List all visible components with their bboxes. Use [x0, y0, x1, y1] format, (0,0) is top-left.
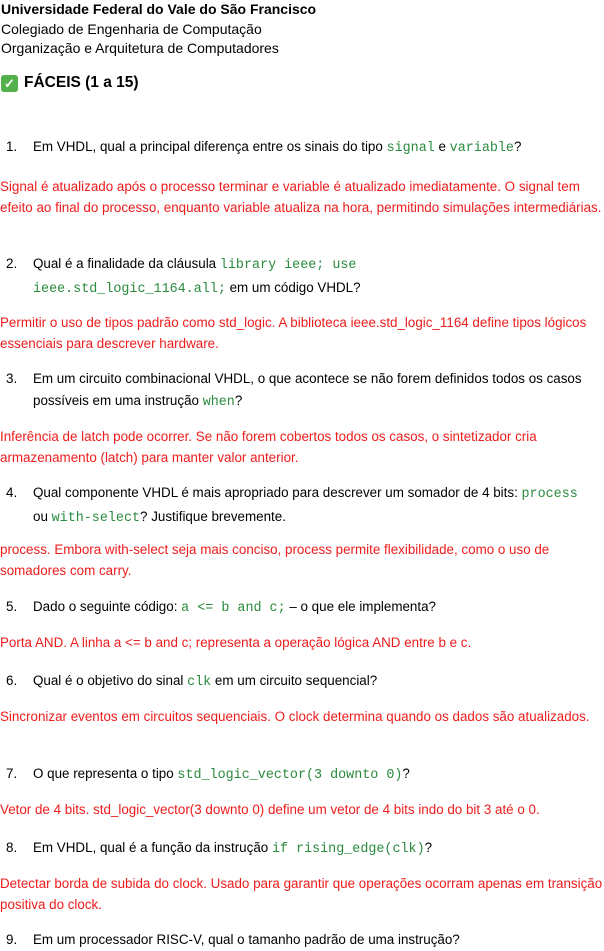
question-text: Em VHDL, qual a principal diferença entre os sinais do tipo: [33, 139, 387, 154]
answer-7: Vetor de 4 bits. std_logic_vector(3 downto 0) define um vetor de 4 bits indo do bit 3 até o 0.: [0, 802, 540, 817]
answer-1: Signal é atualizado após o processo terminar e variable é atualizado imediatamente. O signal tem efeito ao final do processo, enquanto variable atualiza na hora, permitindo simulações intermediárias.: [0, 179, 602, 215]
question-text: Em um circuito combinacional VHDL, o que acontece se não forem definidos todos os casos possíveis em uma instrução: [33, 371, 582, 408]
question-7: [0, 763, 600, 787]
question-text: em um circuito sequencial?: [211, 673, 378, 688]
question-text: ?: [513, 139, 522, 154]
section-title: FÁCEIS (1 a 15): [24, 74, 139, 91]
question-1: [0, 136, 600, 160]
question-text: Qual é o objetivo do sinal: [33, 673, 188, 688]
check-mark-icon: ✓: [1, 75, 18, 92]
question-number: 7.: [6, 766, 18, 781]
question-text: ?: [234, 393, 243, 408]
document-header: [1, 0, 316, 59]
question-number: 1.: [6, 139, 18, 154]
question-number: 6.: [6, 673, 18, 688]
code-snippet: library ieee; use ieee.std_logic_1164.all;: [33, 258, 357, 297]
question-text: ?: [424, 840, 433, 855]
code-snippet: when: [202, 395, 235, 410]
question-number: 4.: [6, 485, 18, 500]
question-text: ?: [402, 766, 410, 781]
question-text: Em VHDL, qual é a função da instrução: [33, 840, 272, 855]
question-3: [0, 368, 600, 414]
question-5: [0, 596, 600, 620]
question-text: ? Justifique brevemente.: [140, 509, 286, 524]
question-4: [0, 482, 600, 530]
question-number: 2.: [6, 256, 18, 271]
code-snippet: std_logic_vector(3 downto 0): [177, 768, 403, 783]
question-2: [0, 253, 600, 301]
section-heading: [1, 74, 139, 92]
answer-5: Porta AND. A linha a <= b and c; representa a operação lógica AND entre b e c.: [0, 635, 472, 650]
answer-6: Sincronizar eventos em circuitos sequenciais. O clock determina quando os dados são atualizados.: [0, 709, 590, 724]
question-8: [0, 837, 600, 861]
answer-8: Detectar borda de subida do clock. Usado para garantir que operações ocorram apenas em transição positiva do clock.: [0, 876, 603, 912]
question-number: 8.: [6, 840, 18, 855]
code-snippet: if rising_edge(clk): [271, 842, 425, 857]
question-text: Dado o seguinte código:: [33, 599, 182, 614]
question-text: Qual é a finalidade da cláusula: [33, 256, 220, 271]
question-text: Qual componente VHDL é mais apropriado para descrever um somador de 4 bits:: [33, 485, 522, 500]
answer-3: Inferência de latch pode ocorrer. Se não forem cobertos todos os casos, o sintetizador cria armazenamento (latch) para manter valor anterior.: [0, 429, 537, 465]
code-snippet: signal: [386, 141, 435, 156]
code-snippet: variable: [449, 141, 514, 156]
question-text: O que representa o tipo: [33, 766, 178, 781]
university-name: Universidade Federal do Vale do São Francisco: [1, 1, 317, 17]
code-snippet: process: [521, 487, 578, 502]
question-text: – o que ele implementa?: [285, 599, 436, 614]
question-text: Em um processador RISC-V, qual o tamanho padrão de uma instrução?: [33, 932, 460, 947]
question-number: 5.: [6, 599, 18, 614]
answer-2: Permitir o uso de tipos padrão como std_logic. A biblioteca ieee.std_logic_1164 define tipos lógicos essenciais para descrever hardware.: [0, 315, 587, 351]
question-6: [0, 670, 600, 694]
code-snippet: clk: [187, 675, 212, 690]
college-name: Colegiado de Engenharia de Computação: [1, 20, 262, 37]
course-name: Organização e Arquitetura de Computadores: [1, 40, 279, 56]
question-text: em um código VHDL?: [225, 280, 361, 295]
question-text: e: [434, 139, 450, 154]
answer-4: process. Embora with-select seja mais conciso, process permite flexibilidade, como o uso de somadores com carry.: [0, 542, 550, 578]
question-number: 3.: [6, 371, 18, 386]
question-text: ou: [33, 509, 52, 524]
code-snippet: with-select: [51, 511, 141, 526]
code-snippet: a <= b and c;: [181, 601, 286, 616]
question-number: 9.: [6, 932, 18, 947]
